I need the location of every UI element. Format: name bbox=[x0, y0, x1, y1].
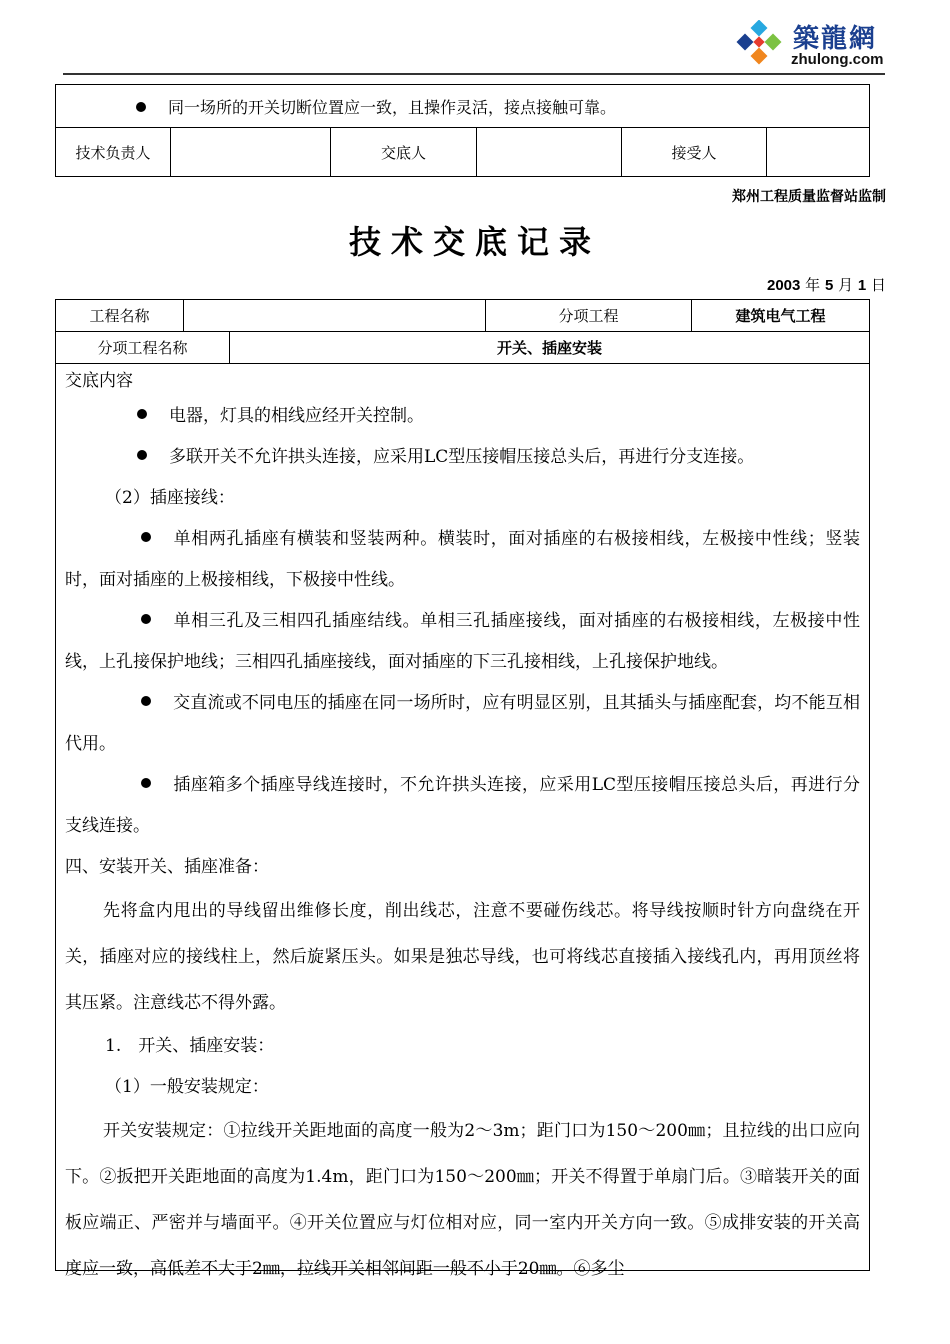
sub-project-name-value: 开关、插座安装 bbox=[496, 339, 602, 357]
project-name-field[interactable] bbox=[184, 300, 486, 332]
tech-lead-field[interactable] bbox=[171, 128, 331, 177]
bullet-icon bbox=[137, 409, 147, 419]
sub-project-name-label: 分项工程名称 bbox=[56, 332, 230, 363]
project-name-label: 工程名称 bbox=[56, 300, 184, 332]
header-divider bbox=[63, 73, 885, 75]
bullet-icon bbox=[141, 614, 151, 624]
bullet-icon bbox=[141, 696, 151, 706]
project-info-table bbox=[55, 299, 870, 364]
logo-english: zhulong.com bbox=[791, 51, 884, 68]
handover-label: 交底人 bbox=[331, 128, 477, 177]
sub-project-label: 分项工程 bbox=[486, 300, 692, 332]
logo-chinese: 築龍網 bbox=[793, 24, 878, 54]
sub-project-value: 建筑电气工程 bbox=[692, 300, 870, 332]
receiver-label: 接受人 bbox=[622, 128, 767, 177]
list-item: 单相三孔及三相四孔插座结线。单相三孔插座接线，面对插座的右极接相线，左极接中性线，上孔接保护地线；三相四孔插座接线，面对插座的下三孔接相线，上孔接保护地线。 bbox=[65, 611, 860, 672]
list-item: 插座箱多个插座导线连接时，不允许拱头连接，应采用LC型压接帽压接总头后，再进行分支线连接。 bbox=[65, 775, 860, 836]
list-item: 单相两孔插座有横装和竖装两种。横装时，面对插座的右极接相线，左极接中性线；竖装时，面对插座的上极接相线，下极接中性线。 bbox=[65, 529, 860, 590]
prep-paragraph: 先将盒内甩出的导线留出维修长度，削出线芯，注意不要碰伤线芯。将导线按顺时针方向盘绕在开关，插座对应的接线柱上，然后旋紧压头。如果是独芯导线，也可将线芯直接插入接线孔内，再用顶丝将其压紧。注意线芯不得外露。 bbox=[65, 901, 860, 1013]
bullet-icon bbox=[137, 450, 147, 460]
section-heading: 四、安装开关、插座准备： bbox=[65, 857, 269, 877]
continuation-table bbox=[55, 84, 870, 177]
list-item: 多联开关不允许拱头连接，应采用LC型压接帽压接总头后，再进行分支连接。 bbox=[65, 437, 860, 478]
bullet-icon bbox=[141, 532, 151, 542]
socket-heading: （2）插座接线： bbox=[105, 488, 235, 508]
supervise-note: 郑州工程质量监督站监制 bbox=[732, 189, 886, 205]
logo-mark-icon bbox=[733, 20, 785, 68]
item-heading: 1. 开关、插座安装： bbox=[105, 1036, 275, 1056]
record-date: 2003 年 5 月 1 日 bbox=[766, 276, 886, 294]
receiver-field[interactable] bbox=[767, 128, 870, 177]
bullet-icon bbox=[141, 778, 151, 788]
continuation-bullet: 同一场所的开关切断位置应一致，且操作灵活，接点接触可靠。 bbox=[56, 85, 870, 128]
handover-content bbox=[65, 366, 860, 1292]
page-title: 技术交底记录 bbox=[348, 223, 601, 261]
handover-field[interactable] bbox=[477, 128, 622, 177]
bullet-icon bbox=[136, 102, 146, 112]
zhulong-logo bbox=[733, 18, 893, 70]
content-heading: 交底内容 bbox=[65, 371, 133, 391]
sub-item-heading: （1）一般安装规定： bbox=[105, 1077, 269, 1097]
list-item: 电器，灯具的相线应经开关控制。 bbox=[65, 396, 860, 437]
list-item: 交直流或不同电压的插座在同一场所时，应有明显区别，且其插头与插座配套，均不能互相代用。 bbox=[65, 693, 860, 754]
tech-lead-label: 技术负责人 bbox=[56, 128, 171, 177]
rules-paragraph: 开关安装规定：①拉线开关距地面的高度一般为2～3m；距门口为150～200㎜；且拉线的出口应向下。②扳把开关距地面的高度为1.4m，距门口为150～200㎜；开关不得置于单扇门后。③暗装开关的面板应端正、严密并与墙面平。④开关位置应与灯位相对应，同一室内开关方向一致。⑤成排安装的开关高度应一致，高低差不大于2㎜，拉线开关相邻间距一般不小于20㎜。⑥多尘 bbox=[65, 1121, 860, 1279]
